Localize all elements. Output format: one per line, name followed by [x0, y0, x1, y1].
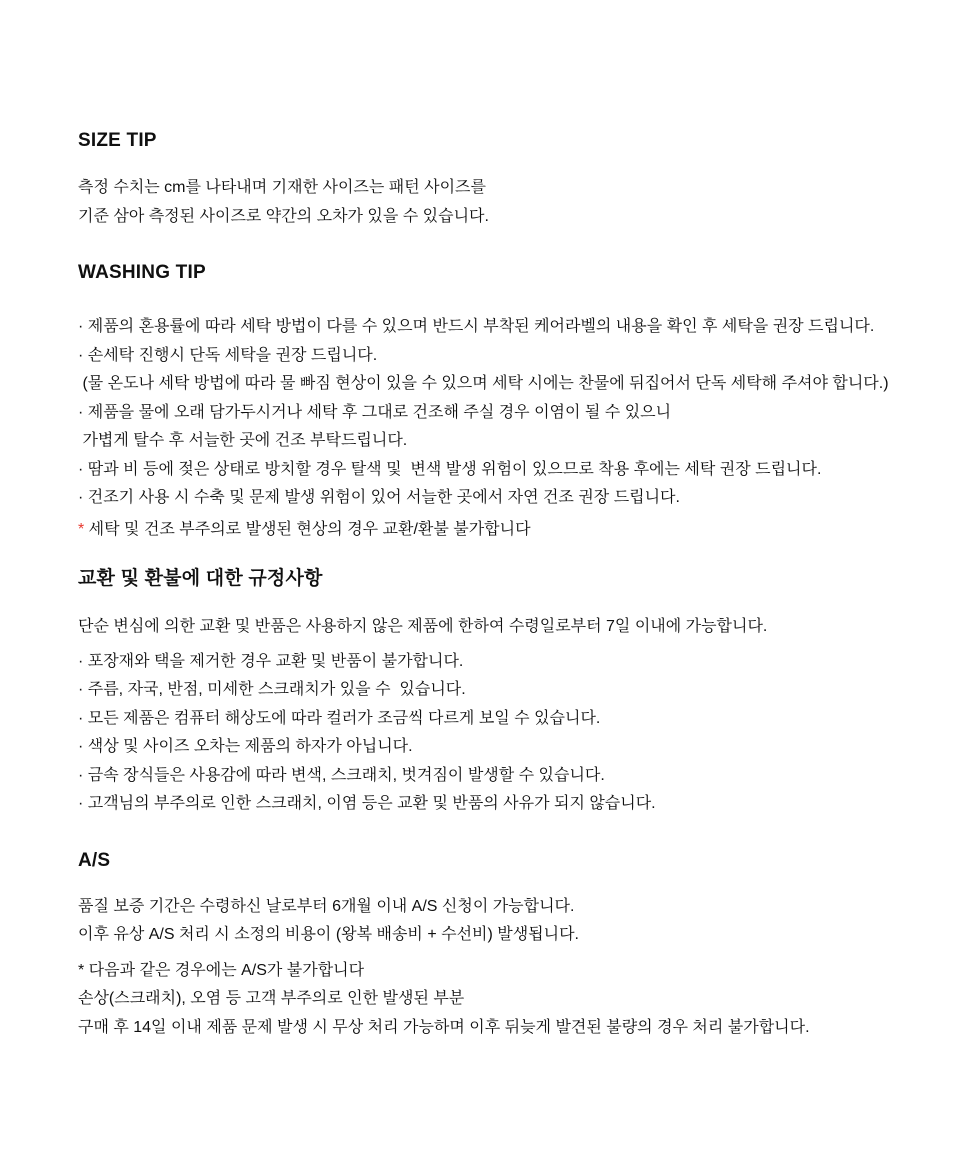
section-exchange-refund — [78, 568, 945, 819]
bullet-line: · 포장재와 택을 제거한 경우 교환 및 반품이 불가합니다. — [78, 652, 464, 670]
bullet-line: · 제품의 혼용률에 따라 세탁 방법이 다를 수 있으며 반드시 부착된 케어라벨의 내용을 확인 후 세탁을 권장 드립니다. — [78, 318, 875, 335]
bullet-line: · 땀과 비 등에 젖은 상태로 방치할 경우 탈색 및 변색 발생 위험이 있으므로 착용 후에는 세탁 권장 드립니다. — [78, 460, 822, 478]
bullet-line: · 주름, 자국, 반점, 미세한 스크래치가 있을 수 있습니다. — [78, 681, 466, 698]
section-after-service — [78, 850, 945, 1043]
bullet-line: · 고객님의 부주의로 인한 스크래치, 이염 등은 교환 및 반품의 사유가 되지 않습니다. — [78, 795, 656, 812]
section-washing-tip — [78, 262, 945, 544]
bullet-line: · 건조기 사용 시 수축 및 문제 발생 위험이 있어 서늘한 곳에서 자연 건조 권장 드립니다. — [78, 489, 680, 506]
bullet-line: · 모든 제품은 컴퓨터 해상도에 따라 컬러가 조금씩 다르게 보일 수 있습니다. — [78, 709, 601, 727]
bullet-line: · 색상 및 사이즈 오차는 제품의 하자가 아닙니다. — [78, 738, 413, 755]
exchange-refund-title: 교환 및 환불에 대한 규정사항 — [78, 568, 323, 589]
size-tip-paragraph — [78, 174, 945, 231]
note-line: 구매 후 14일 이내 제품 문제 발생 시 무상 처리 가능하며 이후 뒤늦게 발견된 불량의 경우 처리 불가합니다. — [78, 1018, 810, 1036]
after-service-paragraph — [78, 893, 945, 950]
after-service-note — [78, 957, 945, 1043]
warning-note-text: 세탁 및 건조 부주의로 발생된 현상의 경우 교환/환불 불가합니다 — [84, 520, 531, 538]
warning-asterisk: * — [78, 520, 85, 538]
after-service-title: A/S — [78, 849, 111, 871]
text-line: 기준 삼아 측정된 사이즈로 약간의 오차가 있을 수 있습니다. — [78, 207, 489, 225]
bullet-line: · 금속 장식들은 사용감에 따라 변색, 스크래치, 벗겨짐이 발생할 수 있습니다. — [78, 766, 605, 784]
note-line: 손상(스크래치), 오염 등 고객 부주의로 인한 발생된 부분 — [78, 990, 465, 1007]
washing-warning-note — [78, 516, 945, 545]
bullet-line: · 제품을 물에 오래 담가두시거나 세탁 후 그대로 건조해 주실 경우 이염이 될 수 있으니 — [78, 403, 672, 421]
washing-tip-title: WASHING TIP — [78, 262, 206, 283]
exchange-refund-intro: 단순 변심에 의한 교환 및 반품은 사용하지 않은 제품에 한하여 수령일로부터 7일 이내에 가능합니다. — [78, 618, 768, 635]
size-tip-title: SIZE TIP — [78, 130, 157, 151]
text-line: 측정 수치는 cm를 나타내며 기재한 사이즈는 패턴 사이즈를 — [78, 179, 486, 196]
exchange-refund-list — [78, 648, 945, 819]
note-line: * 다음과 같은 경우에는 A/S가 불가합니다 — [78, 961, 365, 979]
bullet-continuation-line: 가볍게 탈수 후 서늘한 곳에 건조 부탁드립니다. — [78, 432, 408, 449]
text-line: 품질 보증 기간은 수령하신 날로부터 6개월 이내 A/S 신청이 가능합니다. — [78, 897, 575, 915]
section-size-tip — [78, 130, 945, 231]
text-line: 이후 유상 A/S 처리 시 소정의 비용이 (왕복 배송비 + 수선비) 발생됩니다. — [78, 926, 579, 943]
bullet-line: · 손세탁 진행시 단독 세탁을 권장 드립니다. — [78, 346, 378, 364]
washing-tip-list — [78, 313, 945, 513]
bullet-continuation-line: (물 온도나 세탁 방법에 따라 물 빠짐 현상이 있을 수 있으며 세탁 시에는 찬물에 뒤집어서 단독 세탁해 주셔야 합니다.) — [78, 375, 889, 392]
